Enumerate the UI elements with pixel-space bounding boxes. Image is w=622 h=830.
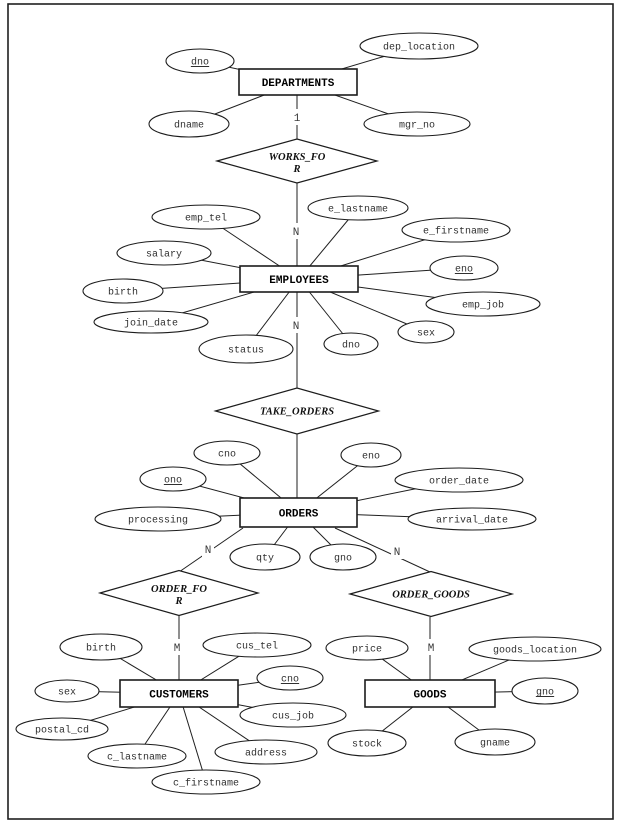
relationship-label: ORDER_GOODS xyxy=(392,589,470,601)
attribute-label: birth xyxy=(85,643,117,655)
attribute-label: status xyxy=(227,345,265,357)
attribute-label: eno xyxy=(454,264,474,276)
attribute-label: dno xyxy=(190,57,210,69)
relationship-label: R xyxy=(175,596,183,607)
attribute-label: cno xyxy=(280,674,300,686)
attribute-label: arrival_date xyxy=(435,515,509,527)
attribute-label: emp_tel xyxy=(184,213,228,225)
cardinality-label: M xyxy=(427,643,435,655)
attribute-label: dno xyxy=(341,340,361,352)
attribute-label: sex xyxy=(57,687,77,699)
entity-label: GOODS xyxy=(413,689,447,702)
attribute-label: sex xyxy=(416,328,436,340)
relationship-label: TAKE_ORDERS xyxy=(259,406,335,418)
cardinality-label: N xyxy=(292,321,300,333)
cardinality-label: 1 xyxy=(293,113,301,125)
cardinality-label: N xyxy=(292,227,300,239)
attribute-label: c_lastname xyxy=(106,752,168,764)
attribute-label: qty xyxy=(255,553,275,565)
entity-label: ORDERS xyxy=(278,508,319,521)
entity-label: CUSTOMERS xyxy=(149,689,209,702)
attribute-label: ono xyxy=(163,475,183,487)
attribute-label: dep_location xyxy=(382,42,456,54)
attribute-label: eno xyxy=(361,451,381,463)
relationship-label: R xyxy=(293,164,301,175)
cardinality-label: N xyxy=(393,547,401,559)
attribute-label: cus_tel xyxy=(235,641,279,653)
attribute-label: goods_location xyxy=(492,645,578,657)
entity-label: DEPARTMENTS xyxy=(261,78,335,90)
attribute-label: price xyxy=(351,644,383,656)
cardinality-label: M xyxy=(173,643,181,655)
attribute-label: cus_job xyxy=(271,711,315,723)
attribute-label: salary xyxy=(145,249,183,261)
attribute-label: e_lastname xyxy=(327,204,389,216)
attribute-label: e_firstname xyxy=(422,226,490,238)
attribute-label: gname xyxy=(479,738,511,750)
attribute-label: stock xyxy=(351,739,383,751)
cardinality-label: N xyxy=(204,545,212,557)
attribute-label: cno xyxy=(217,449,237,461)
attribute-label: order_date xyxy=(428,476,490,488)
attribute-label: processing xyxy=(127,515,189,527)
attribute-label: gno xyxy=(535,687,555,699)
relationship-label: WORKS_FO xyxy=(268,152,326,163)
attribute-label: emp_job xyxy=(461,300,505,312)
attribute-label: c_firstname xyxy=(172,778,240,790)
relationship-label: ORDER_FO xyxy=(150,584,208,595)
attribute-label: gno xyxy=(333,553,353,565)
attribute-label: birth xyxy=(107,287,139,299)
attribute-label: mgr_no xyxy=(398,120,436,132)
attribute-label: address xyxy=(244,748,288,760)
entity-label: EMPLOYEES xyxy=(269,275,329,287)
attribute-label: postal_cd xyxy=(34,725,90,737)
attribute-label: dname xyxy=(173,120,205,132)
attribute-label: join_date xyxy=(123,318,179,330)
